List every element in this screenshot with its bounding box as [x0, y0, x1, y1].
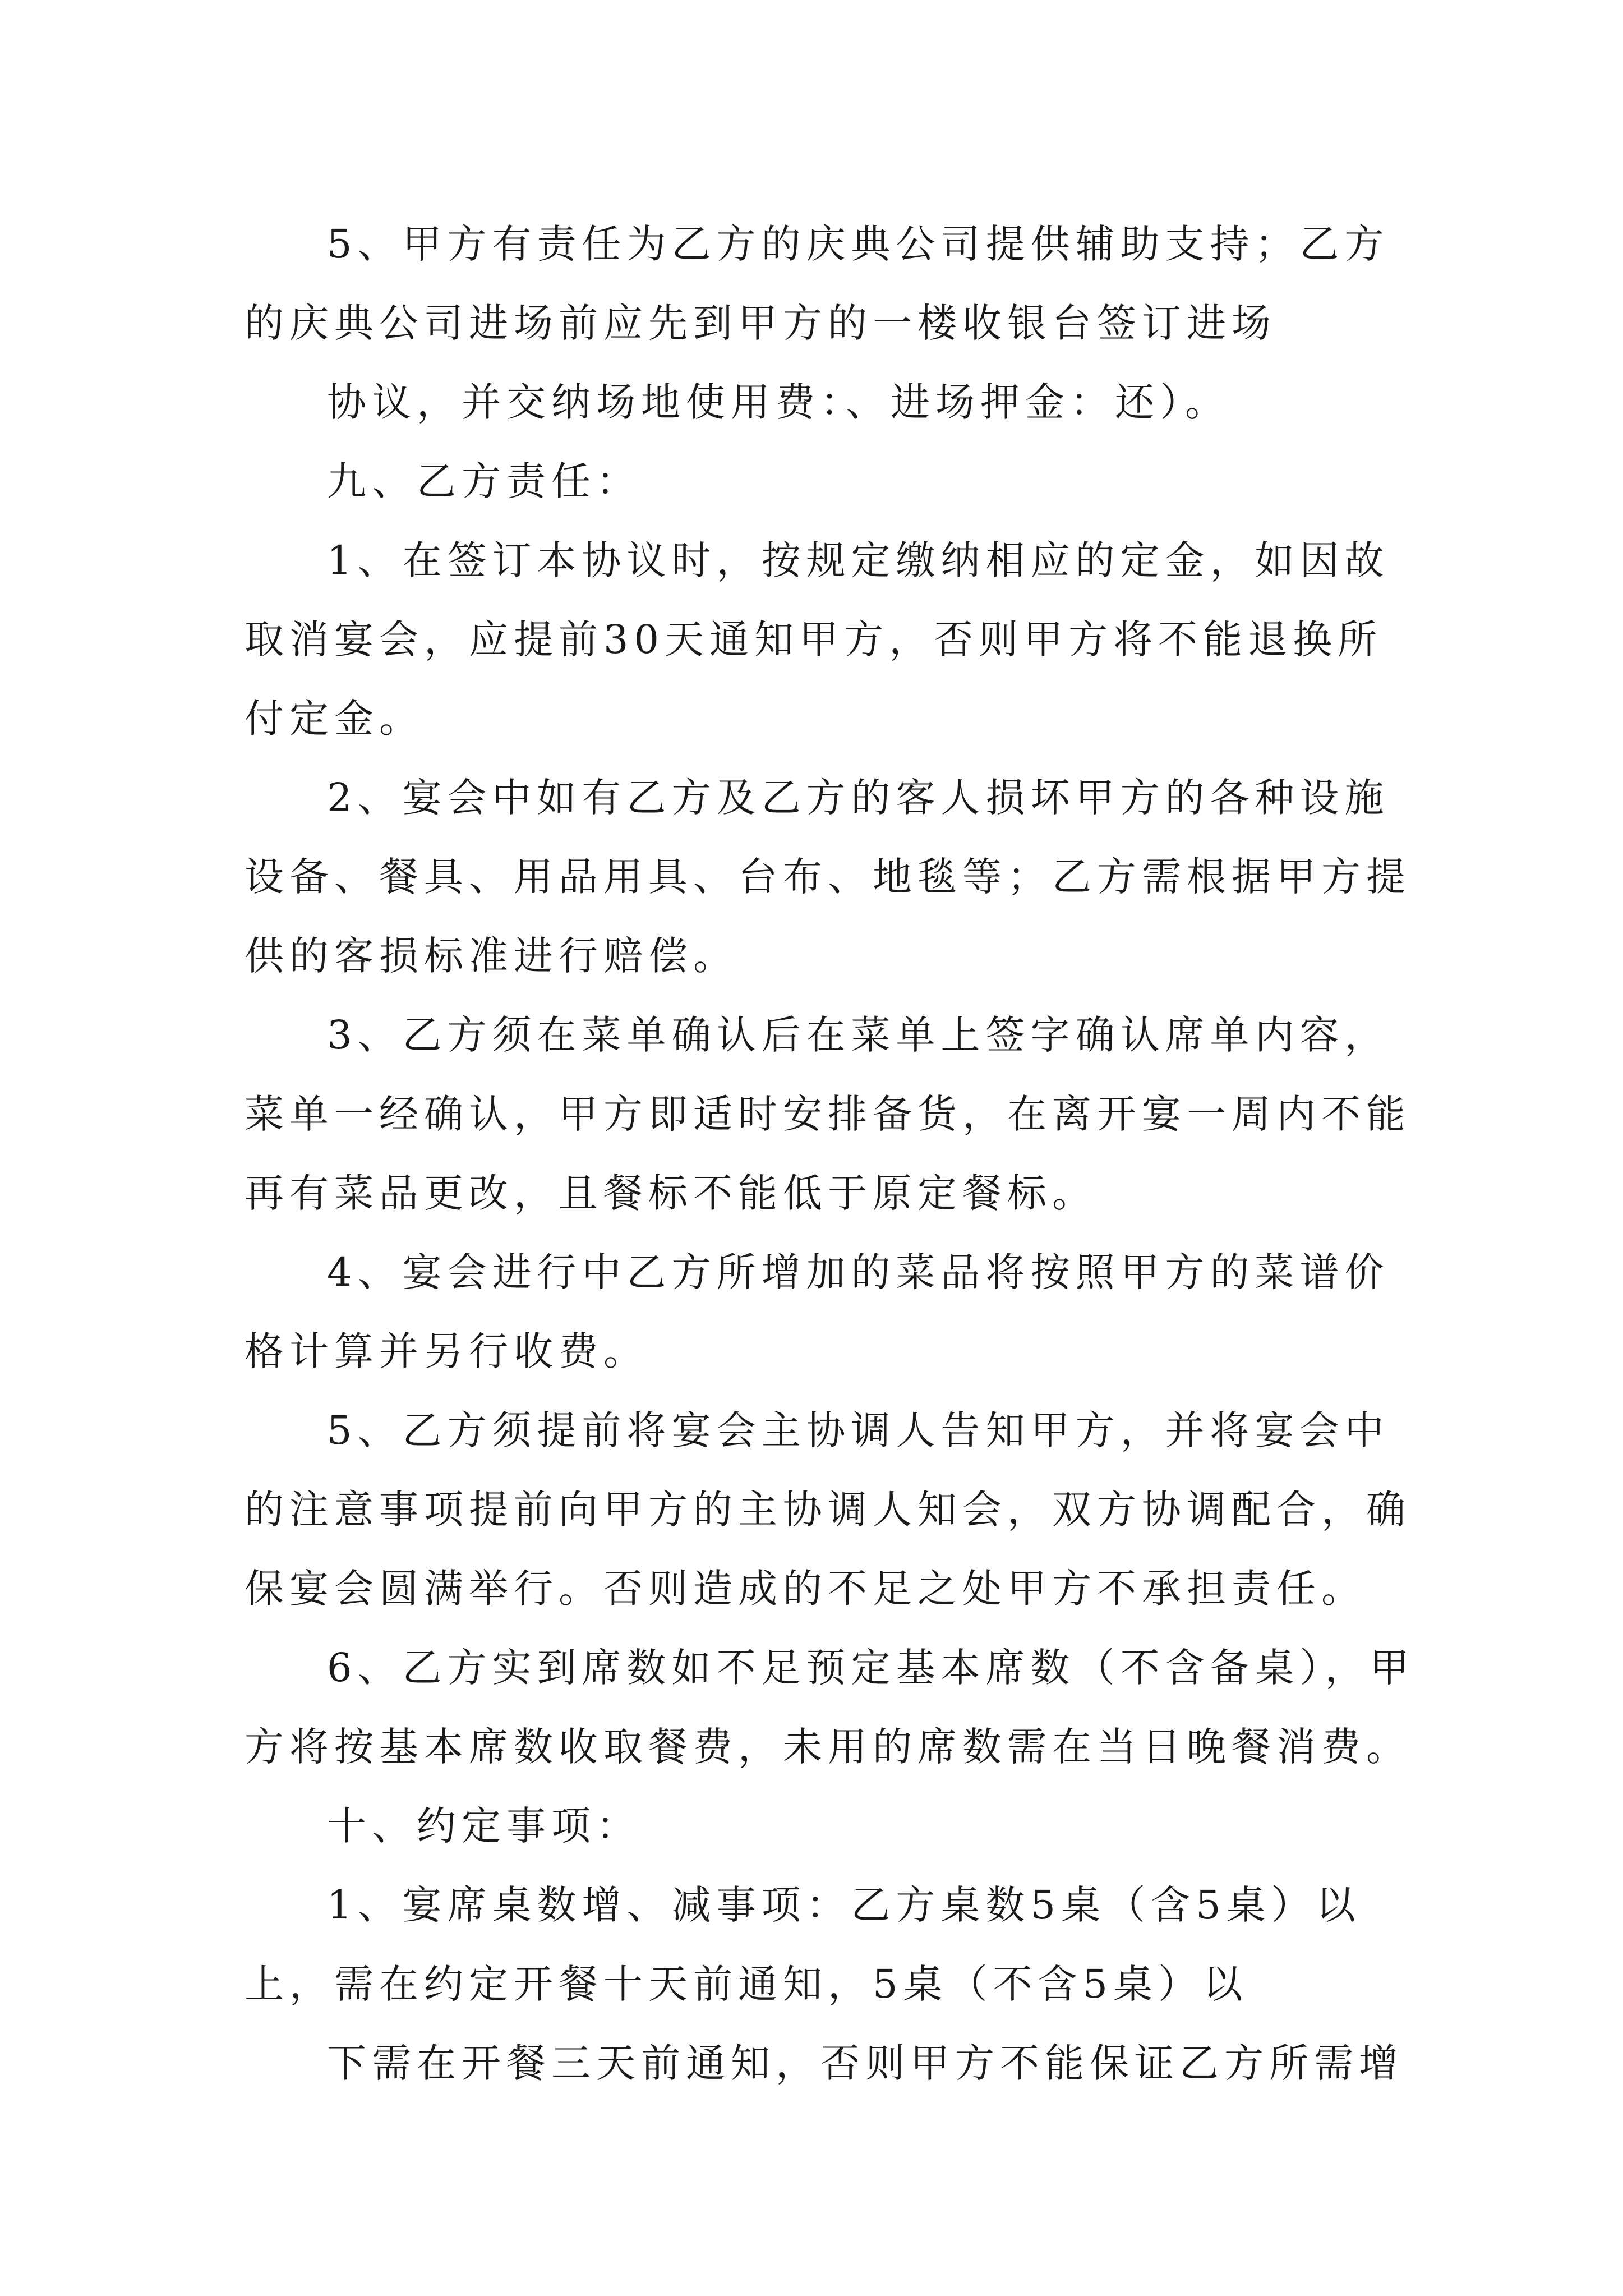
text-line: 格计算并另行收费。: [245, 1328, 648, 1374]
text-line: 3、乙方须在菜单确认后在菜单上签字确认席单内容，: [327, 1012, 1390, 1058]
text-line: 取消宴会，应提前30天通知甲方，否则甲方将不能退换所: [245, 616, 1383, 662]
text-line: 设备、餐具、用品用具、台布、地毯等；乙方需根据甲方提: [245, 854, 1411, 900]
text-line: 6、乙方实到席数如不足预定基本席数（不含备桌），甲: [327, 1645, 1415, 1691]
text-line: 5、甲方有责任为乙方的庆典公司提供辅助支持；乙方: [327, 221, 1390, 267]
text-line: 上，需在约定开餐十天前通知，5桌（不含5桌）以: [245, 1961, 1248, 2007]
text-line: 保宴会圆满举行。否则造成的不足之处甲方不承担责任。: [245, 1566, 1366, 1612]
text-line: 4、宴会进行中乙方所增加的菜品将按照甲方的菜谱价: [327, 1249, 1390, 1295]
text-line: 供的客损标准进行赔偿。: [245, 933, 738, 979]
text-line: 2、宴会中如有乙方及乙方的客人损坏甲方的各种设施: [327, 775, 1390, 821]
text-line: 1、宴席桌数增、减事项：乙方桌数5桌（含5桌）以: [327, 1882, 1361, 1928]
text-line: 5、乙方须提前将宴会主协调人告知甲方，并将宴会中: [327, 1407, 1390, 1453]
text-line: 下需在开餐三天前通知，否则甲方不能保证乙方所需增: [327, 2040, 1404, 2086]
text-line: 再有菜品更改，且餐标不能低于原定餐标。: [245, 1170, 1097, 1216]
text-line: 协议，并交纳场地使用费：、进场押金：还）。: [327, 379, 1230, 425]
text-line: 的庆典公司进场前应先到甲方的一楼收银台签订进场: [245, 300, 1276, 346]
text-line: 菜单一经确认，甲方即适时安排备货，在离开宴一周内不能: [245, 1091, 1411, 1137]
text-line: 方将按基本席数收取餐费，未用的席数需在当日晚餐消费。: [245, 1724, 1411, 1770]
section-heading: 十、约定事项：: [327, 1803, 641, 1849]
text-line: 的注意事项提前向甲方的主协调人知会，双方协调配合，确: [245, 1487, 1411, 1533]
document-body: [245, 205, 1415, 2103]
text-line: 付定金。: [245, 696, 424, 742]
text-line: 1、在签订本协议时，按规定缴纳相应的定金，如因故: [327, 537, 1390, 583]
section-heading: 九、乙方责任：: [327, 458, 641, 504]
